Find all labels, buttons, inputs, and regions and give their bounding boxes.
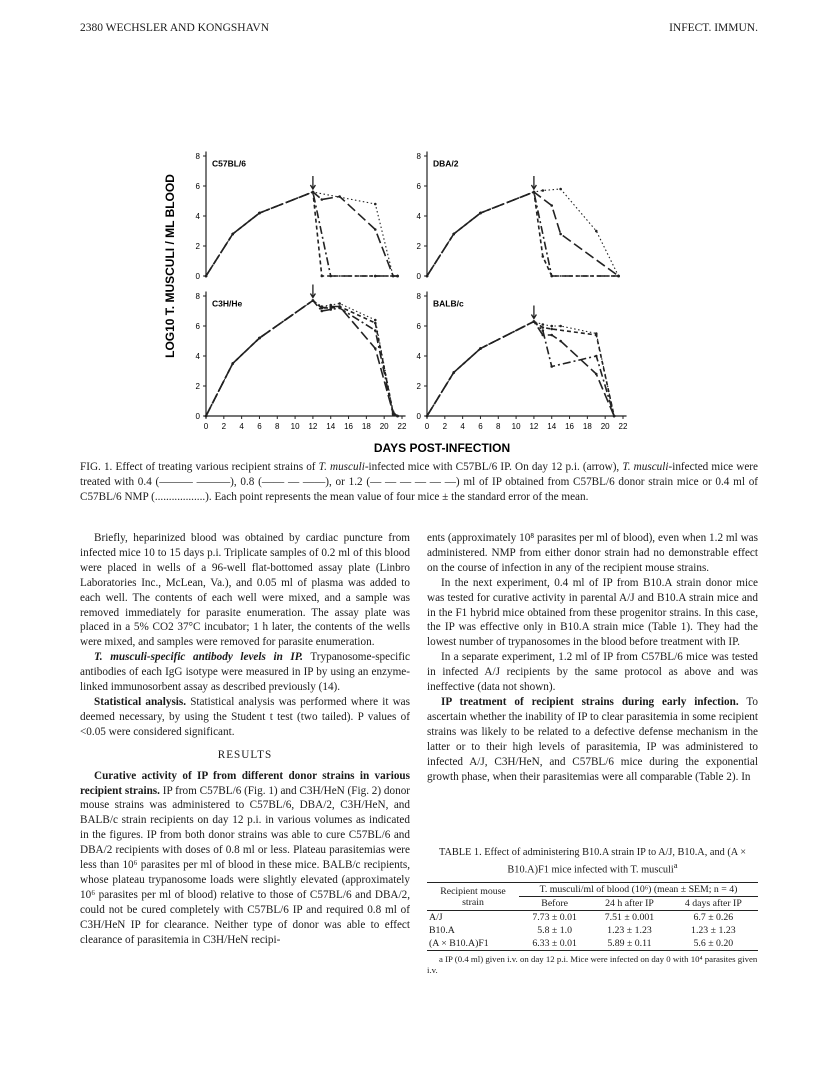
x-tick-label: 8: [496, 422, 501, 431]
series-line: [206, 298, 398, 417]
data-point: [617, 275, 620, 278]
treatment-arrow-icon: [531, 306, 536, 319]
table-row: A/J 7.73 ± 0.01 7.51 ± 0.001 6.7 ± 0.26: [429, 912, 734, 924]
table-row: (A × B10.A)F1 6.33 ± 0.01 5.89 ± 0.11 5.6 ± 0.20: [427, 937, 758, 951]
data-point: [426, 275, 429, 278]
y-tick-label: 4: [195, 212, 200, 221]
right-column: [427, 531, 758, 784]
y-tick-label: 2: [195, 242, 200, 251]
x-tick-label: 6: [257, 422, 262, 431]
data-point: [479, 347, 482, 350]
x-tick-label: 2: [221, 422, 227, 431]
x-tick-label: 4: [239, 422, 244, 431]
data-point: [321, 198, 324, 201]
data-point: [321, 305, 324, 308]
table-title: TABLE 1. Effect of administering B10.A strain IP to A/J, B10.A, and (A × B10.A)F1 mice infected with T. musculi$^a$: [439, 847, 746, 876]
x-tick-label: 12: [308, 422, 318, 431]
data-point: [258, 212, 261, 215]
series-line: [427, 192, 619, 276]
figure-1-chart: [150, 96, 690, 456]
series-line: [206, 298, 398, 417]
panel-label: C3H/He: [212, 298, 243, 309]
data-point: [258, 337, 261, 340]
data-point: [396, 275, 399, 278]
series-line: [427, 322, 614, 417]
data-point: [542, 323, 545, 326]
data-point: [559, 233, 562, 236]
y-tick-label: 0: [195, 272, 200, 281]
data-point: [559, 340, 562, 343]
data-point: [613, 415, 616, 418]
series-line: [206, 192, 398, 276]
data-point: [231, 362, 234, 365]
y-tick-label: 2: [416, 382, 421, 391]
data-point: [312, 299, 315, 302]
series-line: [206, 192, 398, 276]
treatment-arrow-icon: [531, 176, 536, 189]
column-header: Before: [519, 897, 590, 911]
series-line: [206, 192, 398, 276]
data-point: [396, 415, 399, 418]
panel-label: DBA/2: [433, 158, 459, 169]
header-right: INFECT. IMMUN.: [669, 22, 758, 34]
data-point: [392, 275, 395, 278]
series-line: [206, 298, 398, 417]
data-point: [374, 347, 377, 350]
y-tick-label: 0: [195, 412, 200, 421]
x-tick-label: 20: [600, 422, 610, 431]
y-tick-label: 6: [416, 322, 421, 331]
y-tick-label: 4: [416, 212, 421, 221]
paragraph: ents (approximately 10⁸ parasites per ml of blood), even when 1.2 ml was administered. NMP from either donor strain had no demonstrable effect on the course of infection in any of the recipient mouse strains.: [427, 532, 758, 574]
table-footnote: a IP (0.4 ml) given i.v. on day 12 p.i. Mice were infected on day 0 with 10⁴ parasites given i.v.: [427, 954, 758, 976]
data-point: [550, 365, 553, 368]
data-point: [452, 371, 455, 374]
data-point: [231, 233, 234, 236]
series-line: [206, 192, 398, 276]
paragraph: Statistical analysis. Statistical analysis was performed where it was deemed necessary, by using the Student t test (two tailed). P values of <0.05 were considered significant.: [80, 695, 410, 738]
paragraph: Briefly, heparinized blood was obtained by cardiac puncture from infected mice 10 to 15 days p.i. Triplicate samples of 0.2 ml of this blood were placed in wells of a 96-well flat-bottomed assay plate (Linbro Laboratories Inc., McLean, Va.), and 0.05 ml of plasma was added to each well. The contents of each well were mixed, and a sample was removed immediately for parasite enumeration. The assay plate was placed in a 5% CO2 37°C incubator; 1 h later, the contents of the wells were mixed, and samples were removed for parasite enumeration.: [80, 532, 410, 649]
y-tick-label: 6: [195, 182, 200, 191]
data-point: [595, 332, 598, 335]
x-tick-label: 10: [511, 422, 521, 431]
y-tick-label: 6: [416, 182, 421, 191]
x-tick-label: 22: [397, 422, 407, 431]
y-tick-label: 6: [195, 322, 200, 331]
paragraph: IP treatment of recipient strains during early infection. To ascertain whether the inability of IP to clear parasitemia in some recipient strains was likely to be related to a defective defense mechanism in the latter or to their high levels of parasitemia, IP was administered to infected A/J, C3H/HeN, and C57BL/6 mice during the exponential growth phase, when their parasitemias were all comparable (Table 2). In: [427, 695, 758, 783]
data-point: [542, 255, 545, 258]
data-point: [550, 204, 553, 207]
y-tick-label: 4: [195, 352, 200, 361]
left-column: [80, 531, 410, 947]
data-point: [550, 328, 553, 331]
x-tick-label: 18: [582, 422, 592, 431]
data-point: [550, 275, 553, 278]
data-point: [533, 191, 536, 194]
data-point: [338, 302, 341, 305]
series-line: [206, 298, 398, 417]
x-tick-label: 18: [361, 422, 371, 431]
y-tick-label: 2: [416, 242, 421, 251]
data-point: [452, 233, 455, 236]
y-tick-label: 8: [416, 152, 421, 161]
data-point: [479, 212, 482, 215]
data-point: [595, 230, 598, 233]
paragraph: Curative activity of IP from different donor strains in various recipient strains. IP from C57BL/6 (Fig. 1) and C3H/HeN (Fig. 2) donor mouse strains was administered to C57BL/6, DBA/2, C3H/HeN, and BALB/c strain recipients on day 12 p.i. in various volumes as indicated in the figures. IP from both donor strains was able to cure C57BL/6 and DBA/2 recipients with doses of 0.8 ml or less. Plateau parasitemias were less than 10⁶ parasites per ml of blood in these mice. BALB/c recipients, whose plateau trypanosome loads were slightly elevated (approximately 10⁶ parasites per ml of blood) relative to those of C57BL/6 and DBA/2, could not be cured completely with C57BL/6 IP and required 0.8 ml of C3H/HeN IP for clearance. Neither type of donor was able to effect clearance of parasitemia in C3H/HeN recipi-: [80, 769, 411, 946]
data-point: [542, 189, 545, 192]
column-header: Recipient mouse strain: [427, 883, 519, 911]
series-line: [427, 322, 614, 417]
data-table: [427, 882, 758, 951]
table-row: B10.A 5.8 ± 1.0 1.23 ± 1.23 1.23 ± 1.23: [429, 925, 736, 937]
column-header: 4 days after IP: [669, 897, 758, 911]
y-tick-label: 2: [195, 382, 200, 391]
data-point: [595, 373, 598, 376]
paragraph: In the next experiment, 0.4 ml of IP from B10.A strain donor mice was tested for curative activity in parental A/J and B10.A strain mice and in the F1 hybrid mice obtained from these progenitor strains. In this case, the IP was effective only in B10.A strain mice (Table 1). They had the lowest number of trypanosomes in the blood before treatment with IP.: [427, 576, 758, 649]
data-point: [374, 228, 377, 231]
data-point: [559, 325, 562, 328]
data-point: [312, 191, 315, 194]
column-group-header: T. musculi/ml of blood (10⁶) (mean ± SEM; n = 4): [519, 883, 758, 897]
series-line: [427, 189, 619, 276]
data-point: [205, 415, 208, 418]
x-tick-label: 4: [460, 422, 465, 431]
x-tick-label: 20: [379, 422, 389, 431]
data-point: [550, 334, 553, 337]
data-point: [374, 203, 377, 206]
paragraph: In a separate experiment, 1.2 ml of IP from C57BL/6 mice was tested in infected A/J recipients by the same protocol as above and was ineffective (data not shown).: [427, 651, 758, 694]
x-axis-label: DAYS POST-INFECTION: [373, 441, 511, 455]
data-point: [321, 310, 324, 313]
y-axis-label: LOG10 T. MUSCULI / ML BLOOD: [163, 174, 177, 358]
header-left: 2380 WECHSLER AND KONGSHAVN: [80, 22, 270, 34]
data-point: [595, 355, 598, 358]
data-point: [559, 188, 562, 191]
treatment-arrow-icon: [310, 285, 315, 298]
panel-label: C57BL/6: [212, 158, 247, 169]
series-line: [427, 322, 614, 417]
x-tick-label: 10: [290, 422, 300, 431]
data-point: [321, 275, 324, 278]
x-tick-label: 22: [618, 422, 628, 431]
section-heading: RESULTS: [217, 748, 273, 761]
data-point: [329, 304, 332, 307]
running-header: [80, 22, 758, 38]
x-tick-label: 0: [203, 422, 209, 431]
x-tick-label: 2: [442, 422, 448, 431]
treatment-arrow-icon: [310, 176, 315, 189]
column-header: 24 h after IP: [590, 897, 668, 911]
x-tick-label: 12: [529, 422, 539, 431]
data-point: [374, 275, 377, 278]
data-point: [533, 320, 536, 323]
series-line: [427, 322, 614, 417]
x-tick-label: 0: [424, 422, 430, 431]
series-line: [427, 192, 619, 276]
y-tick-label: 0: [416, 412, 421, 421]
y-tick-label: 4: [416, 352, 421, 361]
data-point: [426, 415, 429, 418]
series-line: [427, 192, 619, 276]
x-tick-label: 14: [326, 422, 336, 431]
x-tick-label: 8: [275, 422, 280, 431]
y-tick-label: 8: [195, 292, 200, 301]
y-tick-label: 8: [416, 292, 421, 301]
data-point: [374, 319, 377, 322]
data-point: [542, 326, 545, 329]
x-tick-label: 16: [565, 422, 574, 431]
paragraph: T. musculi-specific antibody levels in IP. Trypanosome-specific antibodies of each IgG isotype were measured in IP by using an enzyme-linked immunosorbent assay as described previously (14).: [80, 651, 410, 694]
data-point: [205, 275, 208, 278]
data-point: [392, 410, 395, 413]
y-tick-label: 8: [195, 152, 200, 161]
data-point: [338, 305, 341, 308]
data-point: [329, 307, 332, 310]
x-tick-label: 16: [344, 422, 353, 431]
data-point: [542, 329, 545, 332]
table-1: [427, 846, 758, 976]
x-tick-label: 6: [478, 422, 483, 431]
figure-caption: FIG. 1. Effect of treating various recipient strains of T. musculi-infected mice with C57BL/6 IP. On day 12 p.i. (arrow), T. musculi-infected mice were treated with 0.4 (——— ———), 0.8 (—— — ——), or 1.2 (— — — — — —) ml of IP obtained from C57BL/6 donor strain mice or 0.4 ml of C57BL/6 NMP (..................). Each point represents the mean value of four mice ± the standard error of the mean.: [80, 461, 759, 503]
x-tick-label: 14: [547, 422, 557, 431]
panel-label: BALB/c: [433, 298, 464, 309]
data-point: [550, 325, 553, 328]
y-tick-label: 0: [416, 272, 421, 281]
